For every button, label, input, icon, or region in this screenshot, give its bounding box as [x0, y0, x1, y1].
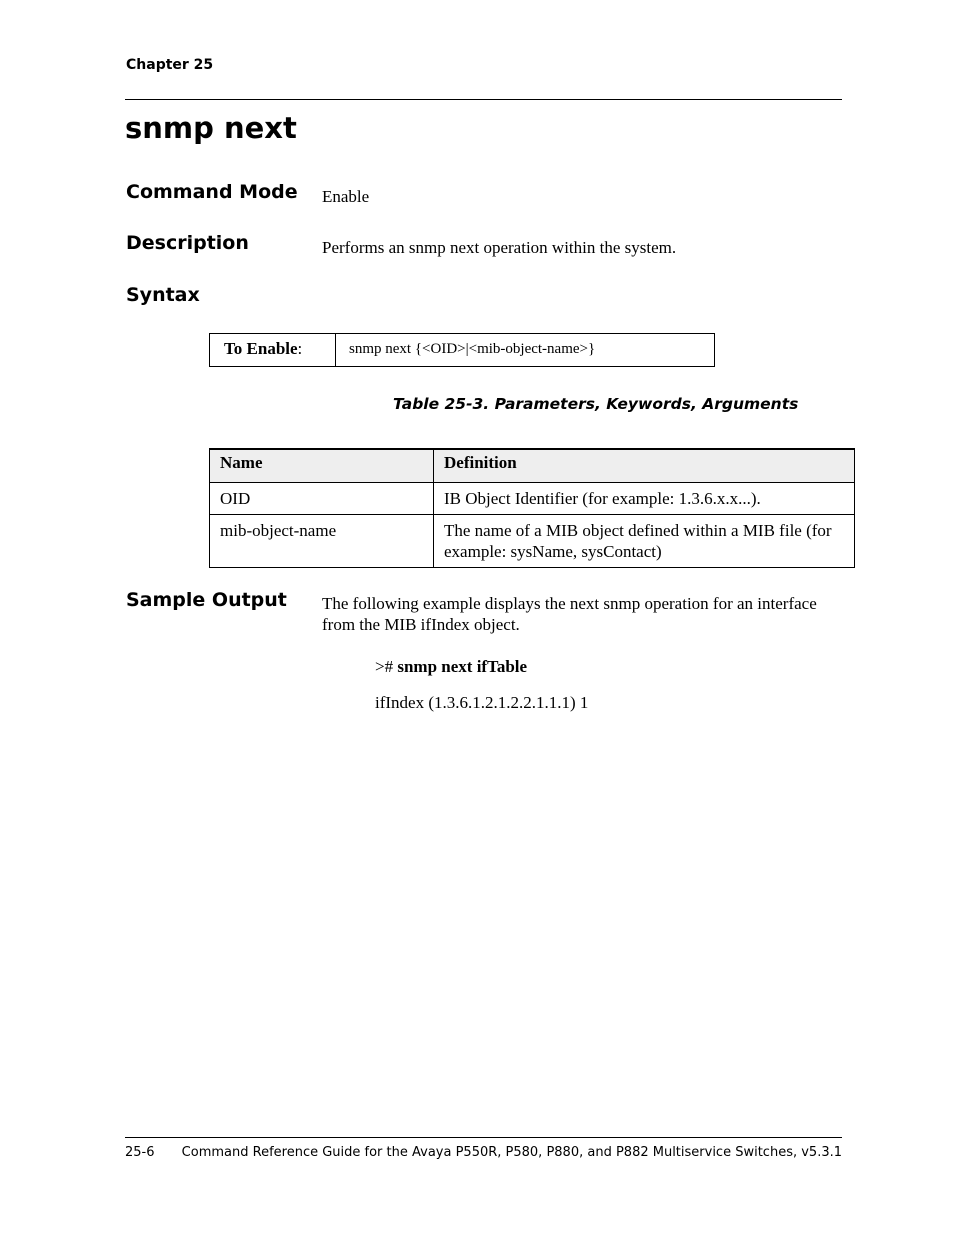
sample-result: ifIndex (1.3.6.1.2.1.2.2.1.1.1) 1 [375, 693, 589, 712]
command-prompt: ># [375, 657, 394, 676]
command-mode-heading: Command Mode [126, 181, 298, 203]
syntax-heading: Syntax [126, 284, 200, 306]
syntax-command: snmp next {<OID>|<mib-object-name>} [349, 341, 596, 357]
param-name: OID [210, 483, 434, 515]
syntax-box [209, 333, 715, 367]
footer-book-title: Command Reference Guide for the Avaya P550R, P580, P880, and P882 Multiservice Switches, v5.3.1 [181, 1145, 842, 1160]
param-definition: IB Object Identifier (for example: 1.3.6.x.x...). [434, 483, 855, 515]
footer-divider [125, 1137, 842, 1138]
description-heading: Description [126, 232, 249, 254]
chapter-label: Chapter 25 [126, 57, 214, 73]
header-divider [125, 99, 842, 100]
column-header-name: Name [210, 449, 434, 483]
command-mode-value: Enable [322, 187, 370, 206]
footer-page-number: 25-6 [125, 1145, 155, 1160]
syntax-label: To Enable [224, 339, 298, 358]
syntax-label-cell [210, 334, 336, 366]
page-title: snmp next [125, 111, 297, 145]
syntax-label-colon: : [297, 339, 303, 358]
param-name: mib-object-name [210, 515, 434, 568]
table-row [210, 483, 855, 515]
parameters-table [209, 448, 855, 568]
sample-output-text: The following example displays the next snmp operation for an interface from the MIB ifIndex object. [322, 594, 817, 634]
sample-output-heading: Sample Output [126, 589, 287, 611]
table-row [210, 515, 855, 568]
param-definition: The name of a MIB object defined within a MIB file (for example: sysName, sysContact) [434, 515, 855, 568]
column-header-definition: Definition [434, 449, 855, 483]
table-header-row [210, 449, 855, 483]
description-text: Performs an snmp next operation within the system. [322, 238, 677, 257]
table-caption: Table 25-3. Parameters, Keywords, Arguments [393, 395, 799, 413]
sample-command: snmp next ifTable [397, 657, 528, 676]
sample-command-line [375, 657, 527, 677]
